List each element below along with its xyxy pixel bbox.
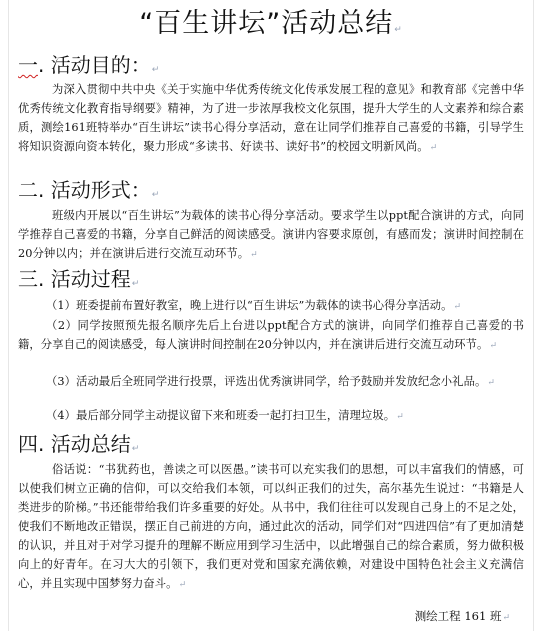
signature [330, 607, 510, 628]
paragraph-mark: ↵ [487, 378, 496, 388]
paragraph-mark: ↵ [429, 143, 438, 153]
paragraph-text: （2）同学按照预先报名顺序先后上台进以ppt配合方式的演讲，向同学们推荐自己喜爱的书籍，分享自己的阅读感受，每人演讲时间控制在20分钟以内，并在演讲后进行交流互动环节。 [18, 319, 524, 351]
page-margin-right [533, 0, 534, 631]
section-heading-format [18, 177, 159, 208]
process-step-1 [18, 296, 524, 317]
paragraph-mark: ↵ [453, 302, 462, 312]
page-margin-left [8, 0, 9, 631]
section-heading-text: 三. 活动过程 [18, 267, 131, 291]
process-step-3 [18, 372, 524, 393]
paragraph-mark: ↵ [178, 580, 187, 590]
paragraph-mark: ↵ [131, 444, 140, 454]
section-heading-summary [18, 431, 139, 462]
paragraph-text: （4）最后部分同学主动提议留下来和班委一起打扫卫生，清理垃圾。 [46, 409, 396, 422]
section-heading-text: . 活动目的： [38, 53, 151, 77]
section-heading-purpose [18, 52, 159, 83]
paragraph-mark: ↵ [394, 25, 403, 35]
paragraph-mark: ↵ [502, 613, 510, 623]
paragraph-summary [18, 460, 524, 595]
paragraph-text: 班级内开展以“百生讲坛”为载体的读书心得分享活动。要求学生以ppt配合演讲的方式，向同学推荐自己喜爱的书籍，分享自己鲜活的阅读感受。演讲内容要求原创，有感而发；演讲时间控制在20分钟以内；并在演讲后进行交流互动环节。 [18, 209, 524, 260]
signature-text: 测绘工程 161 班 [414, 609, 502, 623]
document-title [0, 6, 542, 48]
paragraph-mark: ↵ [151, 65, 160, 75]
paragraph-mark: ↵ [396, 412, 404, 422]
paragraph-text: 俗话说：“书犹药也，善读之可以医愚。”读书可以充实我们的思想，可以丰富我们的情感，可以使我们树立正确的信仰，可以交给我们本领，可以纠正我们的过失，高尔基先生说过：“书籍是人类进步的阶梯。”书还能带给我们许多重要的好处。从书中，我们往往可以发现自己身上的不足之处，使我们不断地改正错误，摆正自己前进的方向，通过此次的活动，同学们对“四进四信”有了更加清楚的认识，并且对于对学习提升的理解不断应用到学习生活中，以此增强自己的综合素质，努力做积极向上的好青年。在习大大的引领下，我们更对党和国家充满依赖，对建设中国特色社会主义充满信心，并且实现中国梦努力奋斗。 [18, 463, 524, 590]
paragraph-format [18, 206, 524, 265]
section-heading-process [18, 266, 139, 297]
paragraph-mark: ↵ [250, 250, 258, 260]
paragraph-mark: ↵ [131, 279, 140, 289]
section-heading-prefix: 一 [18, 53, 38, 77]
document-title-text: “百生讲坛”活动总结 [139, 8, 394, 39]
paragraph-text: （3）活动最后全班同学进行投票，评选出优秀演讲同学，给予鼓励并发放纪念小礼品。 [46, 375, 487, 388]
process-step-2 [18, 316, 524, 356]
process-step-4 [18, 406, 524, 427]
paragraph-text: （1）班委提前布置好教室，晚上进行以“百生讲坛”为载体的读书心得分享活动。 [46, 299, 453, 312]
paragraph-mark: ↵ [151, 190, 160, 200]
section-heading-text: 二. 活动形式： [18, 178, 151, 202]
section-heading-text: 四. 活动总结 [18, 432, 131, 456]
paragraph-purpose [18, 80, 524, 158]
paragraph-text: 为深入贯彻中共中央《关于实施中华优秀传统文化传承发展工程的意见》和教育部《完善中华优秀传统文化教育指导纲要》精神，为了进一步浓厚我校文化氛围，提升大学生的人文素养和综合素质，测绘161班特举办“百生讲坛”读书心得分享活动，意在让同学们推荐自己喜爱的书籍，引导学生将知识资源向资本转化，聚力形成“多读书、好读书、读好书”的校园文明新风尚。 [18, 83, 524, 153]
paragraph-mark: ↵ [489, 341, 498, 351]
